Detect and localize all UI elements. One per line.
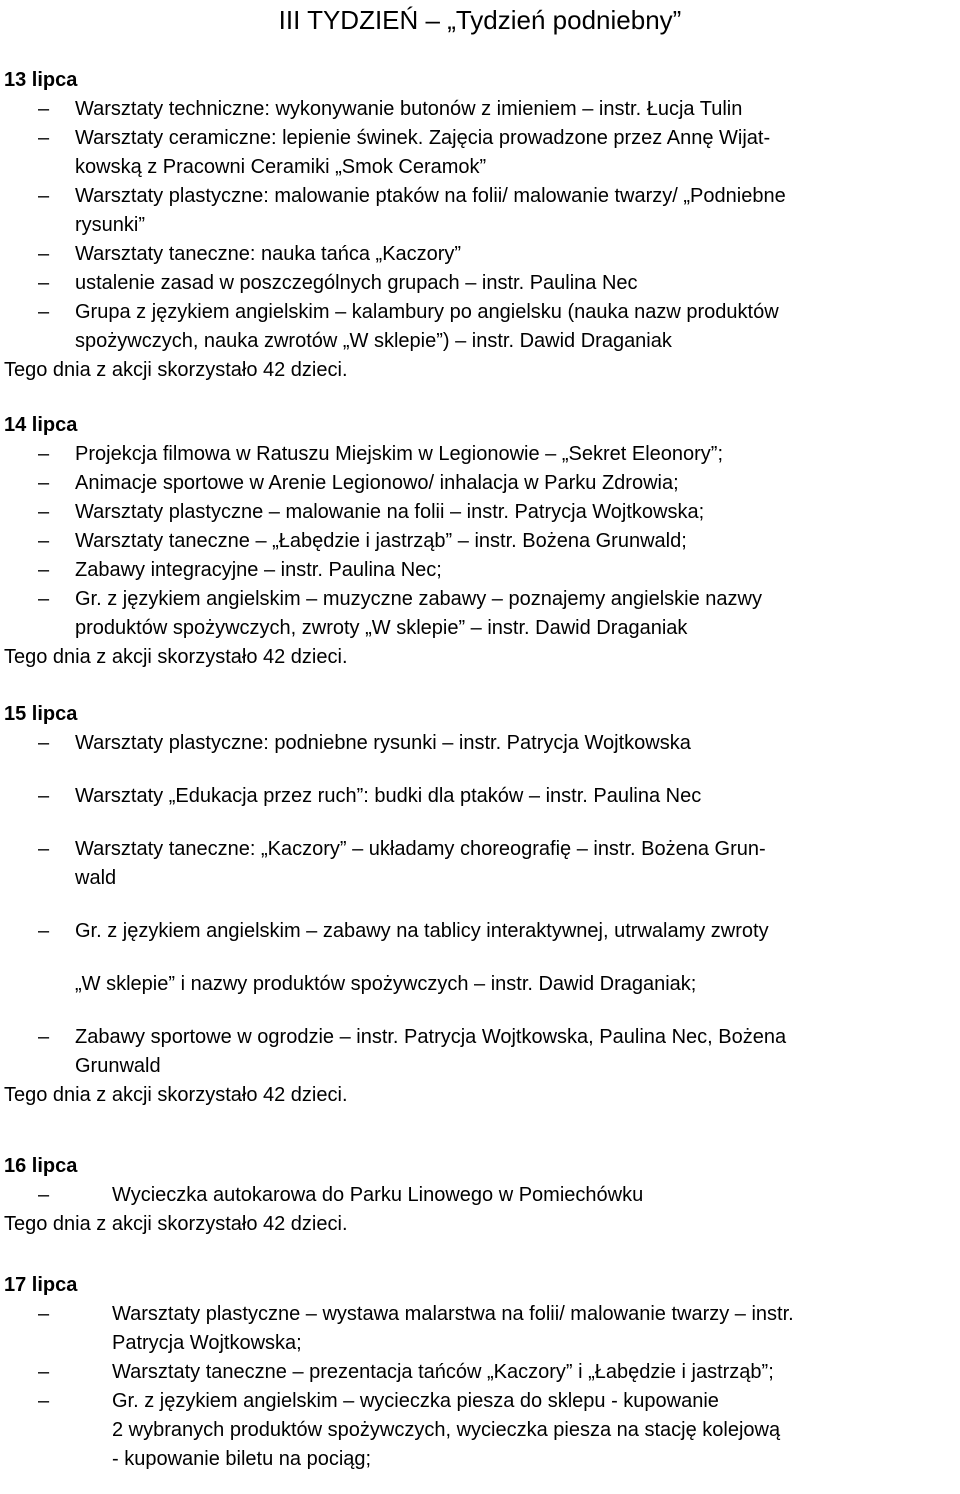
dash-bullet: – [38,127,50,149]
list-item-text: „W sklepie” i nazwy produktów spożywczych – instr. Dawid Draganiak; [75,973,697,995]
list-item [4,782,786,811]
day-summary: Tego dnia z akcji skorzystało 42 dzieci. [4,359,348,381]
list-item-text: Zabawy integracyjne – instr. Paulina Nec; [75,559,442,581]
day-section-13-lipca [4,66,786,385]
list-item [4,95,786,124]
day-heading: 17 lipca [4,1274,78,1296]
list-item-text: ustalenie zasad w poszczególnych grupach – instr. Paulina Nec [75,272,638,294]
day-heading: 14 lipca [4,414,78,436]
spacer [4,946,786,970]
day-section-15-lipca [4,700,786,1110]
list-item [4,298,786,356]
list-item-text: Wycieczka autokarowa do Parku Linowego w Pomiechówku [112,1184,644,1206]
dash-bullet: – [38,98,50,120]
list-item-text: Warsztaty taneczne: nauka tańca „Kaczory” [75,243,462,265]
list-item-text: Warsztaty plastyczne: malowanie ptaków na folii/ malowanie twarzy/ „Podniebne rysunki” [75,185,786,236]
spacer [4,758,786,782]
dash-bullet: – [38,838,50,860]
list-item-text: Gr. z językiem angielskim – zabawy na tablicy interaktywnej, utrwalamy zwroty [75,920,769,942]
list-item [4,182,786,240]
spacer [4,999,786,1023]
day-section-17-lipca [4,1271,794,1474]
list-item [4,527,762,556]
dash-bullet: – [38,472,50,494]
list-item-text: Warsztaty plastyczne: podniebne rysunki – instr. Patrycja Wojtkowska [75,732,691,754]
day-heading: 15 lipca [4,703,78,725]
dash-bullet: – [38,443,50,465]
list-item-text: Gr. z językiem angielskim – wycieczka piesza do sklepu - kupowanie 2 wybranych produktów spożywczych, wycieczka piesza na stację kolejową - kupowanie biletu na pociąg; [112,1390,781,1470]
dash-bullet: – [38,559,50,581]
dash-bullet: – [38,588,50,610]
list-item [4,556,762,585]
list-item-text: Warsztaty plastyczne – wystawa malarstwa na folii/ malowanie twarzy – instr. Patrycja Wojtkowska; [112,1303,794,1354]
list-item [4,1181,643,1210]
list-item-text: Warsztaty „Edukacja przez ruch”: budki dla ptaków – instr. Paulina Nec [75,785,702,807]
list-item-text: Warsztaty ceramiczne: lepienie świnek. Zajęcia prowadzone przez Annę Wijat- kowską z Pracowni Ceramiki „Smok Ceramok” [75,127,771,178]
list-item [4,469,762,498]
day-section-16-lipca [4,1152,643,1239]
dash-bullet: – [38,272,50,294]
day-summary: Tego dnia z akcji skorzystało 42 dzieci. [4,1084,348,1106]
day-heading: 16 lipca [4,1155,78,1177]
dash-bullet: – [38,1390,50,1412]
day-summary: Tego dnia z akcji skorzystało 42 dzieci. [4,1213,348,1235]
list-item-text: Warsztaty plastyczne – malowanie na folii – instr. Patrycja Wojtkowska; [75,501,705,523]
list-item [4,498,762,527]
dash-bullet: – [38,1184,50,1206]
day-summary: Tego dnia z akcji skorzystało 42 dzieci. [4,646,348,668]
list-item-text: Projekcja filmowa w Ratuszu Miejskim w Legionowie – „Sekret Eleonory”; [75,443,724,465]
list-item [4,269,786,298]
list-item [4,1300,794,1358]
page-title: III TYDZIEŃ – „Tydzień podniebny” [278,5,682,35]
dash-bullet: – [38,785,50,807]
list-item-text: Warsztaty taneczne – „Łabędzie i jastrząb” – instr. Bożena Grunwald; [75,530,687,552]
list-item-continuation [4,970,786,999]
list-item [4,1387,794,1474]
list-item [4,1023,786,1081]
dash-bullet: – [38,1026,50,1048]
dash-bullet: – [38,243,50,265]
list-item-text: Zabawy sportowe w ogrodzie – instr. Patrycja Wojtkowska, Paulina Nec, Bożena Grunwald [75,1026,787,1077]
dash-bullet: – [38,301,50,323]
dash-bullet: – [38,530,50,552]
list-item-text: Warsztaty taneczne: „Kaczory” – układamy choreografię – instr. Bożena Grun- wald [75,838,766,889]
list-item-text: Warsztaty taneczne – prezentacja tańców „Kaczory” i „Łabędzie i jastrząb”; [112,1361,774,1383]
indent [4,970,75,999]
list-item [4,1358,794,1387]
list-item-text: Grupa z językiem angielskim – kalambury po angielsku (nauka nazw produktów spożywczych, nauka zwrotów „W sklepie”) – instr. Dawid Draganiak [75,301,779,352]
spacer [4,811,786,835]
list-item [4,240,786,269]
day-heading: 13 lipca [4,69,78,91]
list-item [4,440,762,469]
dash-bullet: – [38,732,50,754]
list-item-text: Warsztaty techniczne: wykonywanie butonów z imieniem – instr. Łucja Tulin [75,98,743,120]
dash-bullet: – [38,185,50,207]
list-item [4,835,786,893]
day-section-14-lipca [4,411,762,672]
list-item [4,917,786,946]
list-item-text: Gr. z językiem angielskim – muzyczne zabawy – poznajemy angielskie nazwy produktów spożywczych, zwroty „W sklepie” – instr. Dawid Draganiak [75,588,762,639]
dash-bullet: – [38,501,50,523]
list-item-text: Animacje sportowe w Arenie Legionowo/ inhalacja w Parku Zdrowia; [75,472,679,494]
list-item [4,124,786,182]
spacer [4,893,786,917]
list-item [4,729,786,758]
dash-bullet: – [38,1303,50,1325]
dash-bullet: – [38,920,50,942]
list-item [4,585,762,643]
dash-bullet: – [38,1361,50,1383]
